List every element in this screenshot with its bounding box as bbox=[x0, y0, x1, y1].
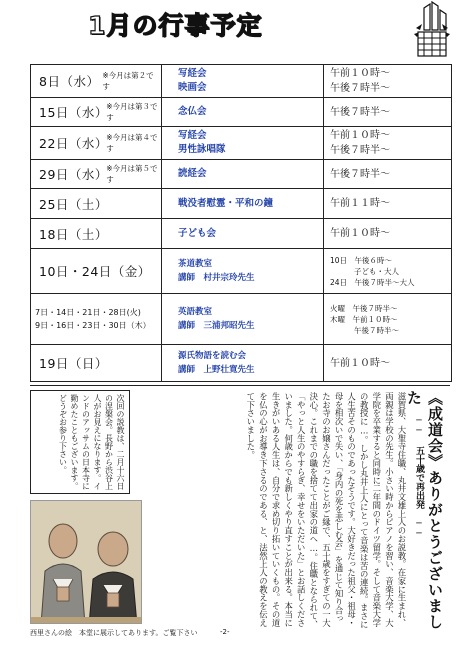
event-teacher: 講師 三浦邦昭先生 bbox=[178, 321, 255, 331]
date-cell bbox=[31, 249, 162, 293]
time-cell bbox=[324, 294, 451, 344]
time-cell bbox=[324, 127, 451, 159]
schedule-row bbox=[31, 248, 451, 293]
time-text: 午前１０時～ bbox=[330, 130, 390, 141]
image-caption: 西里さんの絵 本堂に展示してあります。ご覧下さい bbox=[30, 629, 198, 637]
date-cell bbox=[31, 345, 162, 381]
time-text: 木曜 午前１０時～ bbox=[330, 314, 398, 324]
event-name: 戦没者慰霊・平和の鐘 bbox=[178, 197, 274, 209]
time-text: 午前１０時～ bbox=[330, 357, 390, 369]
date-cell bbox=[31, 160, 162, 188]
event-name: 源氏物語を読む会 bbox=[178, 351, 247, 361]
time-cell bbox=[324, 160, 451, 188]
notice-box bbox=[30, 390, 130, 494]
time-cell bbox=[324, 189, 451, 218]
time-cell bbox=[324, 345, 451, 381]
time-text: 火曜 午後７時半～ bbox=[330, 303, 398, 313]
schedule-row bbox=[31, 344, 451, 381]
event-cell bbox=[162, 219, 324, 248]
schedule-row bbox=[31, 159, 451, 188]
time-text: 午後７時半～ bbox=[330, 83, 390, 94]
time-text: 午前１１時～ bbox=[330, 198, 390, 209]
time-cell bbox=[324, 249, 451, 293]
event-cell bbox=[162, 160, 324, 188]
date-cell bbox=[31, 189, 162, 218]
date-text: 8日（水） bbox=[39, 74, 100, 89]
schedule-table bbox=[30, 64, 452, 382]
date-cell bbox=[31, 294, 162, 344]
event-name: 映画会 bbox=[178, 82, 207, 93]
date-cell bbox=[31, 98, 162, 126]
event-name: 写経会 bbox=[178, 68, 207, 79]
time-cell bbox=[324, 98, 451, 126]
event-name: 子ども会 bbox=[178, 227, 217, 239]
time-text: 午後７時半～ bbox=[354, 325, 399, 335]
schedule-row bbox=[31, 218, 451, 248]
date-text: 18日（土） bbox=[39, 226, 108, 242]
article-body: 滋賀県、大聖寺住職、丸井文雄上人のお説教。在家に生まれ、両親は学校の先生。小さい時からピアノを習い、音楽大学、大学院を卒業すると同時に二年間のドイツ留学。そして音楽大学の教授に…。しかし丸井上人にとって音楽は苦の連続。まさに人生苦そのものであったそうです。大好きだった祖父・祖母・母を相次いで失い、「身内の死を悲しむ会」を通じて知り合ったお寺のお嬢さんだったことがご縁で、五十歳をすぎての一大決心。これまでの職を捨てて出家の道へ…。住職となられて、「やっと人生のやすらぎ、幸せをいただいた」とお話しくださいました。何歳からでも新しくやり直すことが出来る。本当に生きがいある人生は、自分で求め切り拓いていくもの。その道を仏の心がお導き下さるのである、と、法然上人の教えを伝えて下さいました。 bbox=[245, 392, 407, 629]
date-cell bbox=[31, 219, 162, 248]
event-cell bbox=[162, 189, 324, 218]
time-text: 午前１０時～ bbox=[330, 68, 390, 79]
time-cell bbox=[324, 219, 451, 248]
event-cell bbox=[162, 294, 324, 344]
schedule-row bbox=[31, 65, 451, 97]
date-text: 19日（日） bbox=[39, 356, 108, 371]
date-text: 10日・24日（金） bbox=[39, 264, 151, 279]
date-text: 7日・14日・21日・28日(火) bbox=[35, 308, 141, 317]
event-name: 読経会 bbox=[178, 168, 207, 179]
monks-painting-icon bbox=[31, 501, 142, 624]
event-name: 念仏会 bbox=[178, 106, 207, 117]
time-text: 午後７時半～ bbox=[330, 145, 390, 156]
schedule-row bbox=[31, 97, 451, 126]
article-subtitle: ── 五十歳で再出発 ── bbox=[414, 416, 424, 539]
painting-image bbox=[30, 500, 142, 624]
event-cell bbox=[162, 98, 324, 126]
event-teacher: 講師 村井宗玲先生 bbox=[178, 273, 255, 283]
date-cell bbox=[31, 65, 162, 97]
date-text: 29日（水） bbox=[39, 167, 108, 182]
article-section bbox=[30, 385, 450, 636]
time-cell bbox=[324, 65, 451, 97]
time-text: 午前１０時～ bbox=[330, 228, 390, 239]
schedule-row bbox=[31, 188, 451, 218]
event-name: 男性詠唱隊 bbox=[178, 144, 226, 155]
event-cell bbox=[162, 345, 324, 381]
schedule-row bbox=[31, 126, 451, 159]
kadomatsu-icon bbox=[402, 0, 462, 60]
notice-text: 次回の説教は、二月十六日の涅槃会。長野から渋谷上人がお見えになります。インドのアッサムの日本寺に勤めたこともございます。どうぞお参り下さい。 bbox=[58, 394, 125, 490]
event-cell bbox=[162, 249, 324, 293]
article-title: 《成道会》ありがとうございました bbox=[405, 390, 444, 630]
event-name: 茶道教室 bbox=[178, 259, 213, 269]
event-teacher: 講師 上野壮寛先生 bbox=[178, 365, 255, 375]
time-text: 24日 午後７時半～大人 bbox=[330, 277, 415, 287]
date-cell bbox=[31, 127, 162, 159]
date-text: 22日（水） bbox=[39, 136, 108, 151]
page-title: 1月の行事予定 bbox=[88, 11, 263, 40]
time-text: 子ども・大人 bbox=[354, 266, 399, 276]
date-note: ※今月は第５です bbox=[106, 164, 158, 184]
event-cell bbox=[162, 65, 324, 97]
date-note: ※今月は第３です bbox=[106, 102, 158, 122]
date-note: ※今月は第４です bbox=[106, 133, 158, 153]
time-text: 10日 午後６時～ bbox=[330, 255, 393, 265]
date-text: 25日（土） bbox=[39, 196, 108, 212]
date-text: 15日（水） bbox=[39, 105, 108, 120]
time-text: 午後７時半～ bbox=[330, 106, 390, 118]
event-cell bbox=[162, 127, 324, 159]
date-text: 9日・16日・23日・30日（木） bbox=[35, 321, 151, 330]
event-name: 写経会 bbox=[178, 130, 207, 141]
page-number: -2- bbox=[220, 628, 230, 636]
event-name: 英語教室 bbox=[178, 307, 213, 317]
date-note: ※今月は第２です bbox=[102, 71, 154, 91]
schedule-row bbox=[31, 293, 451, 344]
time-text: 午後７時半～ bbox=[330, 168, 390, 180]
